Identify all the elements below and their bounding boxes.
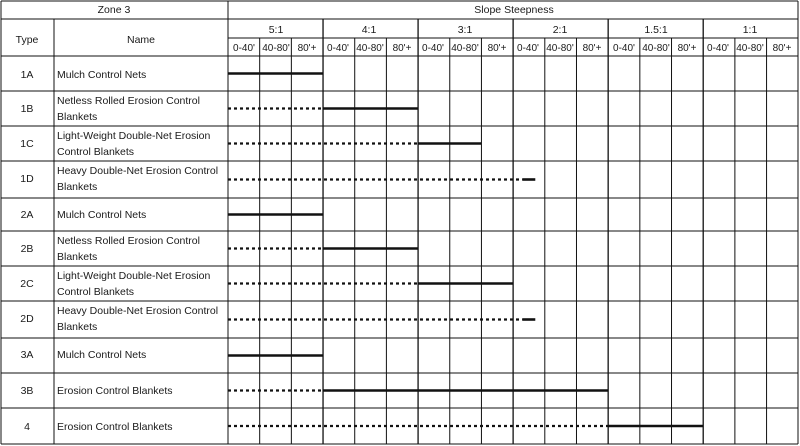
- row-name: Light-Weight Double-Net Erosion Control Blankets: [57, 270, 211, 298]
- row-type: 1D: [20, 173, 34, 185]
- range-0-40: 0-40': [517, 43, 539, 54]
- row-type: 4: [24, 421, 30, 433]
- range-40-80: 40-80': [356, 43, 384, 54]
- range-0-40: 0-40': [422, 43, 444, 54]
- range-40-80: 40-80': [642, 43, 670, 54]
- row-type: 2D: [20, 313, 34, 325]
- range-40-80: 40-80': [262, 43, 290, 54]
- row-name: Erosion Control Blankets: [57, 421, 173, 433]
- row-name: Heavy Double-Net Erosion Control Blankets: [57, 165, 219, 193]
- row-type: 1A: [20, 69, 34, 81]
- row-type: 2B: [20, 243, 34, 255]
- range-80-plus: 80'+: [772, 43, 792, 54]
- row-name: Mulch Control Nets: [57, 209, 147, 221]
- range-40-80: 40-80': [736, 43, 764, 54]
- range-80-plus: 80'+: [297, 43, 317, 54]
- zone-label: Zone 3: [97, 4, 131, 16]
- range-80-plus: 80'+: [677, 43, 697, 54]
- ratio-1-5-1: 1.5:1: [644, 24, 668, 36]
- name-column-header: Name: [126, 34, 156, 46]
- row-type: 3B: [20, 385, 34, 397]
- ratio-2-1: 2:1: [552, 24, 568, 36]
- ratio-1-1: 1:1: [742, 24, 758, 36]
- range-80-plus: 80'+: [392, 43, 412, 54]
- row-type: 2C: [20, 278, 34, 290]
- row-type: 1B: [20, 103, 34, 115]
- row-name: Light-Weight Double-Net Erosion Control Blankets: [57, 130, 211, 158]
- slope-steepness-title: Slope Steepness: [474, 4, 554, 16]
- row-name: Heavy Double-Net Erosion Control Blankets: [57, 305, 219, 333]
- range-0-40: 0-40': [613, 43, 635, 54]
- range-0-40: 0-40': [233, 43, 255, 54]
- range-80-plus: 80'+: [487, 43, 507, 54]
- range-40-80: 40-80': [451, 43, 479, 54]
- row-name: Mulch Control Nets: [57, 69, 147, 81]
- ratio-5-1: 5:1: [268, 24, 284, 36]
- range-0-40: 0-40': [327, 43, 349, 54]
- row-type: 1C: [20, 138, 34, 150]
- ratio-3-1: 3:1: [457, 24, 473, 36]
- row-name: Netless Rolled Erosion Control Blankets: [57, 235, 200, 263]
- ratio-4-1: 4:1: [361, 24, 377, 36]
- row-name: Mulch Control Nets: [57, 349, 147, 361]
- range-40-80: 40-80': [546, 43, 574, 54]
- row-type: 2A: [20, 209, 34, 221]
- range-0-40: 0-40': [707, 43, 729, 54]
- row-name: Netless Rolled Erosion Control Blankets: [57, 95, 200, 123]
- row-type: 3A: [20, 349, 34, 361]
- range-80-plus: 80'+: [582, 43, 602, 54]
- row-name: Erosion Control Blankets: [57, 385, 173, 397]
- type-column-header: Type: [15, 34, 39, 46]
